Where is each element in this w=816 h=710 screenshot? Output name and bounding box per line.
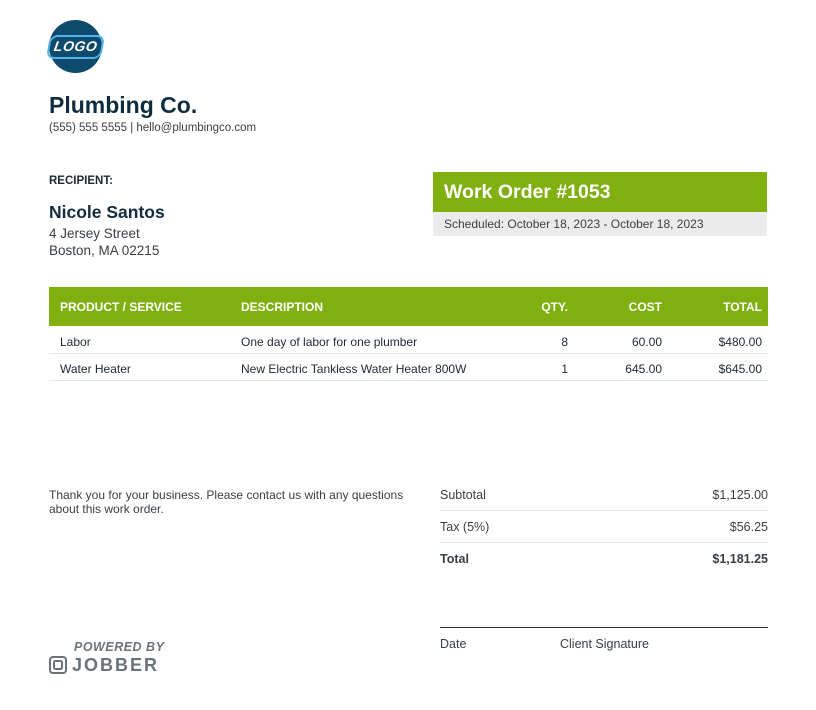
jobber-brand-text: JOBBER (72, 655, 160, 675)
tax-row (440, 511, 768, 543)
recipient-name: Nicole Santos (49, 202, 165, 222)
work-order-scheduled: Scheduled: October 18, 2023 - October 18, 2023 (433, 212, 767, 236)
logo-text: LOGO (52, 37, 99, 54)
subtotal-value: $1,125.00 (712, 488, 768, 502)
powered-by-label: POWERED BY (74, 640, 165, 654)
signature-date-label: Date (440, 637, 467, 651)
header-description: DESCRIPTION (241, 300, 324, 314)
cell-product: Water Heater (60, 362, 131, 376)
cell-description: One day of labor for one plumber (241, 335, 418, 349)
cell-total: $645.00 (718, 362, 762, 376)
header-product: PRODUCT / SERVICE (60, 300, 182, 314)
logo-badge (46, 35, 105, 59)
total-value: $1,181.25 (712, 552, 768, 566)
line-items-table (49, 287, 768, 381)
header-qty: QTY. (541, 300, 568, 314)
subtotal-row (440, 479, 768, 511)
cell-cost: 645.00 (625, 362, 662, 376)
client-signature-label: Client Signature (560, 637, 649, 651)
cell-qty: 8 (561, 335, 568, 349)
header-total: TOTAL (723, 300, 762, 314)
recipient-address-line2: Boston, MA 02215 (49, 243, 160, 258)
cell-product: Labor (60, 335, 91, 349)
cell-total: $480.00 (718, 335, 762, 349)
table-header (49, 287, 768, 326)
company-logo (49, 20, 102, 73)
work-order-title: Work Order #1053 (444, 180, 611, 203)
company-contact: (555) 555 5555 | hello@plumbingco.com (49, 122, 257, 134)
company-name: Plumbing Co. (49, 92, 198, 118)
recipient-label: RECIPIENT: (49, 175, 113, 187)
tax-label: Tax (5%) (440, 520, 490, 534)
cell-description: New Electric Tankless Water Heater 800W (241, 362, 467, 376)
cell-qty: 1 (561, 362, 568, 376)
signature-line (440, 627, 768, 628)
table-row (49, 327, 768, 354)
work-order-header (433, 172, 767, 212)
header-cost: COST (628, 300, 662, 314)
table-row (49, 354, 768, 381)
thank-you-message: Thank you for your business. Please contact us with any questions about this work order. (49, 488, 404, 516)
cell-cost: 60.00 (631, 335, 662, 349)
total-row (440, 543, 768, 575)
total-label: Total (440, 552, 469, 566)
recipient-address-line1: 4 Jersey Street (49, 226, 140, 241)
jobber-logo-icon (49, 656, 67, 674)
tax-value: $56.25 (729, 520, 768, 534)
totals-summary (440, 479, 768, 575)
subtotal-label: Subtotal (440, 488, 486, 502)
